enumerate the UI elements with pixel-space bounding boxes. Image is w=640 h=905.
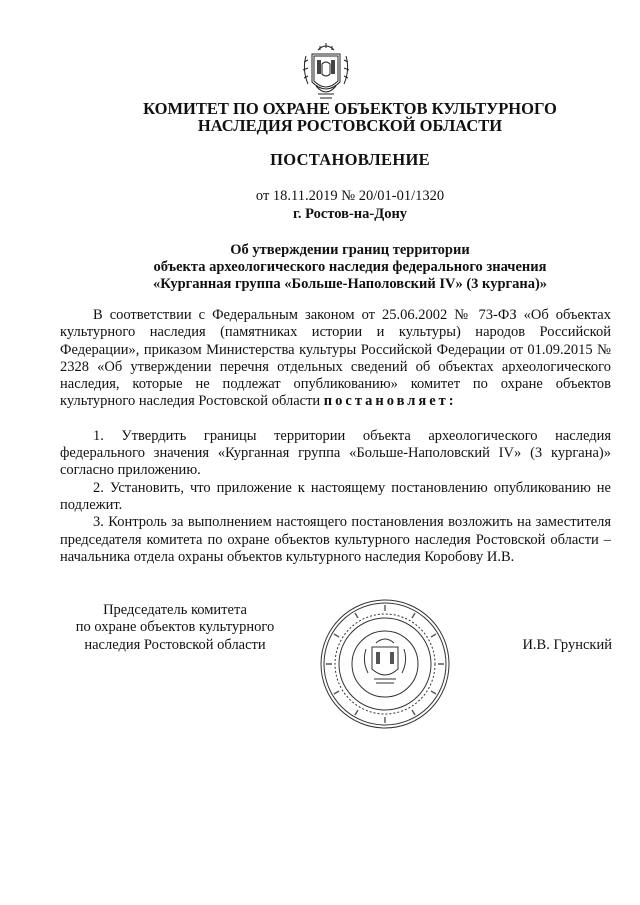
subject-line-2: объекта археологического наследия федерального значения bbox=[153, 259, 547, 275]
city: г. Ростов-на-Дону bbox=[292, 206, 408, 222]
date-and-number: от 18.11.2019 № 20/01-01/1320 bbox=[255, 188, 445, 204]
signer-title bbox=[60, 602, 290, 654]
signer-title-line-1: Председатель комитета bbox=[103, 602, 247, 618]
item-3: 3. Контроль за выполнением настоящего постановления возложить на заместителя председателя комитета по охране объектов культурного наследия Ростовской области – начальника отдела охраны объектов культурного наследия Коробову И.В. bbox=[60, 514, 611, 565]
intro-paragraph bbox=[60, 307, 611, 411]
item-2: 2. Установить, что приложение к настоящему постановлению опубликованию не подлежит. bbox=[60, 479, 611, 513]
document-subject bbox=[60, 242, 640, 293]
item-1: 1. Утвердить границы территории объекта археологического наследия федерального значения «Курганная группа «Больше-Наполовский IV» (3 кургана)» согласно приложению. bbox=[60, 427, 611, 479]
official-seal-icon bbox=[318, 597, 452, 731]
decree-word: постановляет: bbox=[323, 393, 457, 410]
signer-title-line-2: по охране объектов культурного bbox=[75, 619, 275, 636]
org-line-2: НАСЛЕДИЯ РОСТОВСКОЙ ОБЛАСТИ bbox=[197, 116, 503, 135]
signer-title-line-3: наследия Ростовской области bbox=[84, 636, 266, 653]
subject-line-3: «Курганная группа «Больше-Наполовский IV» (3 кургана)» bbox=[152, 276, 548, 292]
intro-text: В соответствии с Федеральным законом от 25.06.2002 № 73-ФЗ «Об объектах культурного наследия (памятниках истории и культуры) народов Российской Федерации», приказом Министерства культуры Российской Федерации от 01.09.2015 № 2328 «Об утверждении перечня отдельных сведений об объектах археологического наследия, которые не подлежат опубликованию» комитет по охране объектов культурного наследия Ростовской области bbox=[60, 307, 611, 410]
document-type: ПОСТАНОВЛЕНИЕ bbox=[270, 150, 430, 169]
document-body bbox=[60, 307, 611, 566]
subject-line-1: Об утверждении границ территории bbox=[230, 242, 470, 258]
signer-name: И.В. Грунский bbox=[522, 637, 612, 653]
org-line-1: КОМИТЕТ ПО ОХРАНЕ ОБЪЕКТОВ КУЛЬТУРНОГО bbox=[143, 99, 557, 118]
organization-name bbox=[60, 100, 640, 134]
coat-of-arms-icon bbox=[300, 40, 352, 104]
